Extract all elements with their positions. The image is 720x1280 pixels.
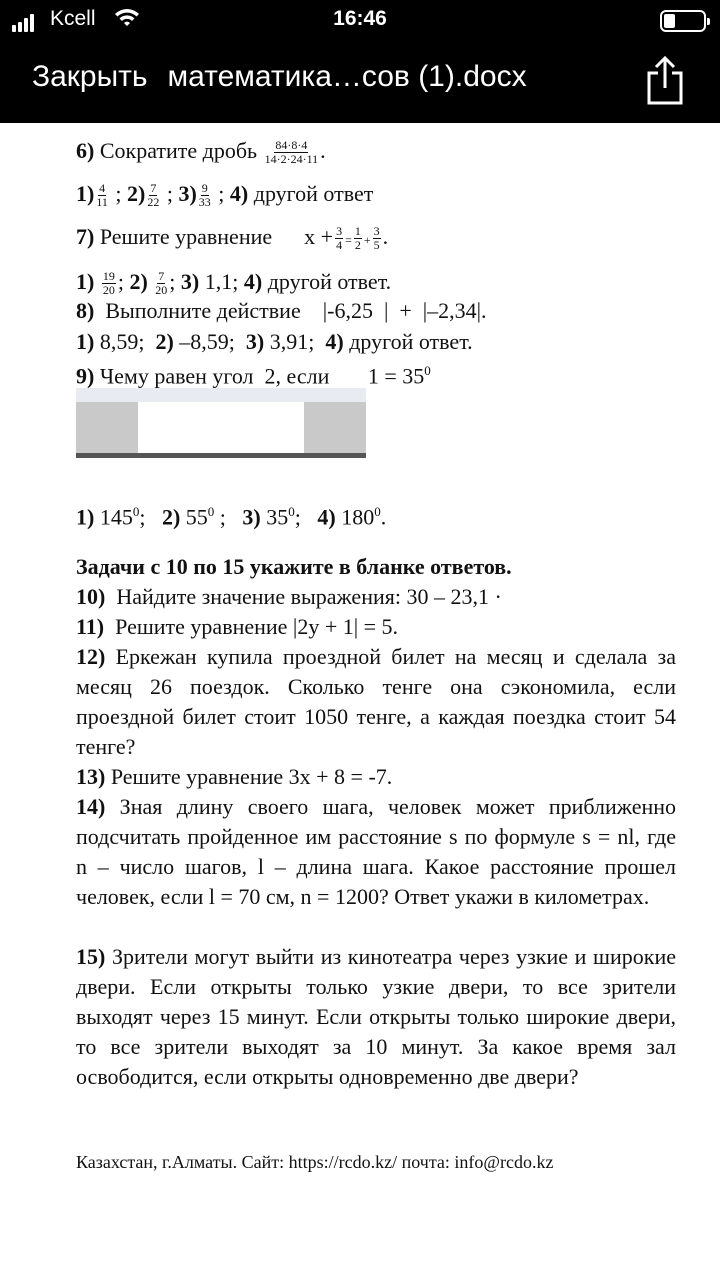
question-14: 14) Зная длину своего шага, человек может приближенно подсчитать пройденное им расстояние s по формуле s = nl, где n – число шагов, l – длина шага. Какое расстояние прошел человек, если l = 70 см, n = 1200? Ответ укажи в километрах.	[76, 794, 676, 909]
footer: Казахстан, г.Алматы. Сайт: https://rcdo.kz/ почта: info@rcdo.kz	[76, 1152, 554, 1172]
embedded-screenshot-image	[76, 388, 366, 458]
top-bar	[0, 0, 720, 123]
question-8: 8) Выполните действие |-6,25 | + |–2,34|.	[76, 298, 487, 323]
carrier: Kcell	[50, 7, 96, 30]
answers-7: 1) $\frac{19}{20}$ ; 2) $\frac{7}{20}$ ; 3) 1,1; 4) другой ответ.	[76, 269, 392, 298]
battery-icon	[660, 10, 706, 32]
question-13: 13) Решите уравнение 3x + 8 = -7.	[76, 764, 393, 789]
question-11: 11) Решите уравнение |2y + 1| = 5.	[76, 614, 399, 639]
clock: 16:46	[333, 7, 387, 30]
close-button[interactable]: Закрыть	[32, 60, 148, 93]
answers-6: 1) $\frac{4}{11}$ ; 2) $\frac{7}{22}$ ; 3) $\frac{9}{33}$ ; 4) другой ответ	[76, 181, 374, 210]
section-heading: Задачи с 10 по 15 укажите в бланке ответов.	[76, 554, 512, 579]
question-9: 9) Чему равен угол 2, если $1 = 35^0$	[76, 363, 431, 389]
document-title: математика…сов (1).docx	[167, 60, 527, 93]
question-15: 15) Зрители могут выйти из кинотеатра через узкие и широкие двери. Если открыты только узкие двери, то все зрители выходят через 15 минут. Если открыты только широкие двери, то все зрители выходят за 10 минут. За какое время зал освободится, если открыты одновременно две двери?	[76, 944, 676, 1089]
question-7: 7) Решите уравнение x + $\frac{3}{4}$ = $\frac{1}{2}$ + $\frac{3}{5}$ .	[76, 224, 389, 253]
answers-9: 1) $145^0$; 2) $55^0$ ; 3) $35^0$; 4) $180^0$.	[76, 504, 387, 530]
answers-8: 1) 8,59; 2) –8,59; 3) 3,91; 4) другой ответ.	[76, 329, 473, 354]
status-bar	[0, 6, 720, 36]
question-12: 12) Еркежан купила проездной билет на месяц и сделала за месяц 26 поездок. Сколько тенге она сэкономила, если проездной билет стоит 1050 тенге, а каждая поездка стоит 54 тенге?	[76, 644, 676, 759]
share-icon[interactable]	[646, 55, 684, 105]
fraction: $\frac{84\cdot 8\cdot 4}{14\cdot 2\cdot 24\cdot 11}$	[264, 138, 319, 167]
question-10: 10) Найдите значение выражения: 30 – 23,1 ·	[76, 584, 502, 609]
question-6: 6) Сократите дробь $\frac{84\cdot 8\cdot 4}{14\cdot 2\cdot 24\cdot 11}$ .	[76, 138, 326, 167]
